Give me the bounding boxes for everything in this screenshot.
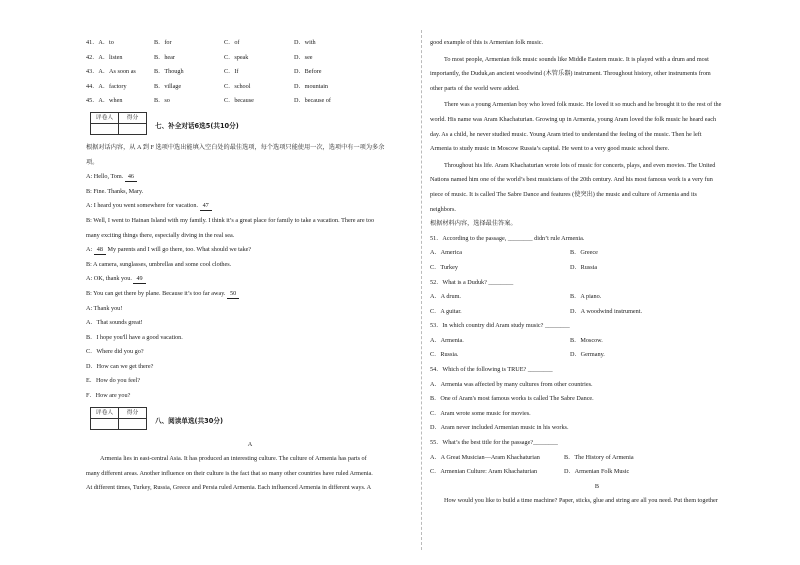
passage-label: B <box>594 482 600 490</box>
passage-text: neighbors. <box>430 205 456 213</box>
left-column: 41．A．to B．for C．of D．with 42．A．listen B．hear C．speak D．see 43．A．As soon as B．Though C．If D．Before 44．A．factory B．village C．school D．mountain 45．A．when B．so C．because D．because of 评卷人 得分 七、补全对话6选5(共10分) 根据对话内容，从 A 到 F 选项中选出能填入空白处的最佳选项，每个选项只能使用一次，选项中有一项为多余 项。 A: Hello, Tom. 46 B: Fine. Thanks, Mary. A: I heard you went somewhere for vacation. 47 B: Well, I went to Hainan Island with my family. I think it’s a great place for family to take a vacation. There are too many exciting things there, especially diving in the real sea. A: 48 My parents and I will go there, too. What should we take? B: A camera, sunglasses, umbrellas and some cool clothes. A: OK, thank you. 49 B: You can get there by plane. Because it’s too far away. 50 A: Thank you! A．That sounds great! B．I hope you'll have a good vacation. C．Where did you go? D．How can we get there? E．How do you feel? F．How are you? 评卷人 得分 八、阅读单选(共30分) A Armenia lies in east-central Asia. It has produced an interesting culture. The culture of Armenia has parts of many different areas. Another influence on their culture is the fact that so many other countries have ruled Armenia. At different times, Turkey, Russia, Greece and Persia ruled Armenia. Each influenced Armenia in different ways. A <box>86 36 414 496</box>
question-41: 41．A．to B．for C．of D．with <box>86 39 316 46</box>
dialog-line: B: A camera, sunglasses, umbrellas and some cool clothes. <box>86 260 232 268</box>
question-44: 44．A．factory B．village C．school D．mountain <box>86 82 329 90</box>
question-52: 52．What is a Duduk? ________ <box>430 278 514 286</box>
section-title: 八、阅读单选(共30分) <box>155 416 223 425</box>
passage-text: other parts of the world were added. <box>430 84 520 92</box>
column-divider <box>421 30 422 550</box>
options-row: A．Armenia. B．Moscow. <box>430 336 603 344</box>
dialog-line: B: Fine. Thanks, Mary. <box>86 187 144 195</box>
passage-text: Throughout his life. Aram Khachaturian wrote lots of music for concerts, plays, and even movies. The United <box>444 161 716 169</box>
option: D．How can we get there? <box>86 362 154 370</box>
option: C．Aram wrote some music for movies. <box>430 409 531 417</box>
blank-46: 46 <box>125 172 137 182</box>
score-table: 评卷人 得分 <box>90 407 147 430</box>
option: B．I hope you'll have a good vacation. <box>86 333 183 341</box>
question-42: 42．A．listen B．hear C．speak D．see <box>86 53 313 61</box>
passage-text: piece of music. It is called The Sabre Dance and features (使突出) the music and culture of Armenia and its <box>430 190 697 198</box>
passage-text: At different times, Turkey, Russia, Greece and Persia ruled Armenia. Each influenced Armenia in different ways. A <box>86 484 372 492</box>
options-row: C．Turkey D．Russia <box>430 263 598 271</box>
question-54: 54．Which of the following is TRUE? ________ <box>430 366 553 374</box>
passage-text: importantly, the Duduk,an ancient woodwind (木管乐器) instrument. Throughout history, other instruments from <box>430 70 711 78</box>
section-8-header <box>86 404 414 434</box>
options-row: C．Russia. D．Germany. <box>430 351 605 359</box>
instructions: 根据材料内容，选择最佳答案。 <box>430 220 517 228</box>
option: F．How are you? <box>86 392 131 400</box>
blank-50: 50 <box>227 289 239 299</box>
option: A．Armenia was affected by many cultures from other countries. <box>430 380 593 388</box>
dialog-line: A: OK, thank you. 49 <box>86 272 414 287</box>
dialog-line: B: You can get there by plane. Because it’s too far away. 50 <box>86 287 414 302</box>
question-51: 51．According to the passage, ________ didn’t rule Armenia. <box>430 234 585 242</box>
passage-text: good example of this is Armenian folk music. <box>430 39 544 46</box>
options-row: A．A Great Musician—Aram Khachaturian B．The History of Armenia <box>430 453 634 461</box>
passage-text: Armenia to study music in Moscow Russia’s capital. He went to a very good music school there. <box>430 145 670 153</box>
score-table: 评卷人 得分 <box>90 112 147 135</box>
option: E．How do you feel? <box>86 377 141 385</box>
section-7-header <box>86 109 414 139</box>
option: B．One of Aram's most famous works is called The Sabre Dance. <box>430 395 594 403</box>
dialog-line: A: Hello, Tom. 46 <box>86 170 414 185</box>
dialog-line: A: Thank you! <box>86 304 123 312</box>
dialog-line: A: I heard you went somewhere for vacation. 47 <box>86 199 414 214</box>
passage-text: many different areas. Another influence on their culture is the fact that so many other countries have ruled Armenia. <box>86 469 373 477</box>
question-43: 43．A．As soon as B．Though C．If D．Before <box>86 68 322 76</box>
passage-text: Nations named him one of the world’s best musicians of the 20th century. And his most famous work is a very fun <box>430 176 713 184</box>
question-45: 45．A．when B．so C．because D．because of <box>86 97 331 105</box>
passage-text: To most people, Armenian folk music sounds like Middle Eastern music. It is played with a drum and most <box>444 55 709 63</box>
option: C．Where did you go? <box>86 348 144 356</box>
blank-48: 48 <box>94 245 106 255</box>
right-column <box>430 36 764 509</box>
dialog-line: B: Well, I went to Hainan Island with my family. I think it’s a great place for family to take a vacation. There are too <box>86 216 375 224</box>
options-row: C．Armenian Culture: Aram Khachaturian D．Armenian Folk Music <box>430 468 630 476</box>
blank-49: 49 <box>133 274 145 284</box>
passage-label: A <box>247 440 253 448</box>
options-row: A．America B．Greece <box>430 249 598 257</box>
blank-47: 47 <box>200 201 212 211</box>
option: A．That sounds great! <box>86 319 143 327</box>
passage-text: Armenia lies in east-central Asia. It has produced an interesting culture. The culture of Armenia has parts of <box>100 455 367 463</box>
instructions: 根据对话内容，从 A 到 F 选项中选出能填入空白处的最佳选项，每个选项只能使用一次，选项中有一项为多余 <box>86 143 385 151</box>
dialog-line: many exciting things there, especially diving in the real sea. <box>86 231 235 239</box>
option: D．Aram never included Armenian music in his works. <box>430 424 569 432</box>
passage-text: There was a young Armenian boy who loved folk music. He loved it so much and he brought it to the rest of the <box>444 101 722 109</box>
question-53: 53．In which country did Aram study music? ________ <box>430 322 570 330</box>
dialog-line: A: 48 My parents and I will go there, too. What should we take? <box>86 246 252 254</box>
options-row: C．A guitar. D．A woodwind instrument. <box>430 307 643 315</box>
section-title: 七、补全对话6选5(共10分) <box>155 121 239 130</box>
options-row: A．A drum. B．A piano. <box>430 293 602 301</box>
passage-text: How would you like to build a time machine? Paper, sticks, glue and string are all you need. Put them together <box>444 497 718 505</box>
question-55: 55．What’s the best title for the passage?________ <box>430 439 558 447</box>
passage-text: world. His name was Aram Khachaturian. Growing up in Armenia, young Aram loved the folk music he heard each <box>430 115 717 123</box>
passage-text: day. As a child, he never studied music. Young Aram tried to understand the feeling of the music. Then he left <box>430 130 702 138</box>
